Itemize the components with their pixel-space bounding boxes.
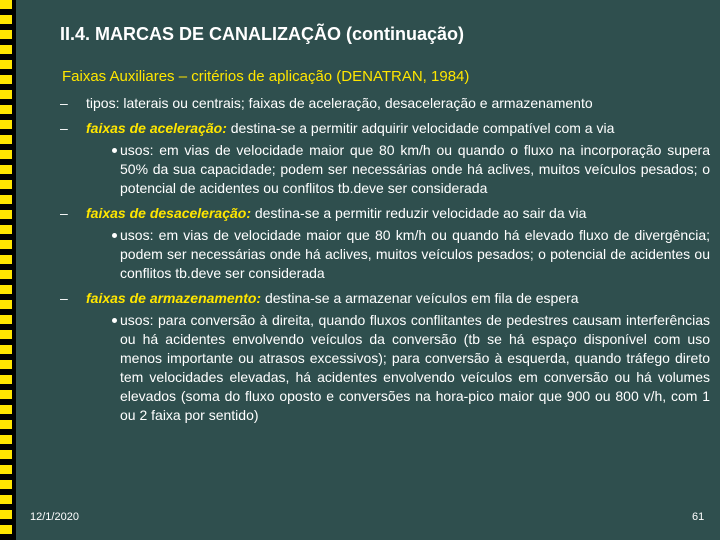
item-term: faixas de aceleração: [86, 120, 227, 136]
sub-item-text: usos: em vias de velocidade maior que 80 km/h ou quando o fluxo na incorporação supera 50% da sua capacidade; podem ser necessárias onde há aclives, muitos veículos pesados; o potencial de acidentes ou conflitos tb.deve ser considerada [120, 142, 710, 196]
dash-bullet-icon: – [60, 205, 68, 221]
slide-subtitle: Faixas Auxiliares – critérios de aplicação (DENATRAN, 1984) [62, 68, 470, 85]
item-term: faixas de desaceleração: [86, 205, 251, 221]
dot-bullet-icon [112, 148, 117, 153]
sub-item-text: usos: em vias de velocidade maior que 80 km/h ou quando há elevado fluxo de divergência; podem ser necessárias onde há aclives, muitos veículos pesados; o potencial de acidentes ou conflitos tb.deve ser considerada [120, 227, 710, 281]
dash-bullet-icon: – [60, 290, 68, 306]
dot-bullet-icon [112, 318, 117, 323]
page-number: 61 [692, 511, 705, 523]
item-text: destina-se a armazenar veículos em fila de espera [261, 290, 579, 306]
dash-bullet-icon: – [60, 95, 68, 111]
sub-item-usos [86, 141, 710, 198]
list-item-armazenamento [60, 289, 710, 425]
slide-title: II.4. MARCAS DE CANALIZAÇÃO (continuação) [60, 24, 465, 44]
item-text: tipos: laterais ou centrais; faixas de aceleração, desaceleração e armazenamento [86, 95, 593, 111]
item-term: faixas de armazenamento: [86, 290, 262, 306]
sub-item-text: usos: para conversão à direita, quando fluxos conflitantes de pedestres causam interferências ou há acidentes envolvendo veículos da conversão (tb se há espaço disponível com uso menos importante ou atrasos excessivos); para conversão à esquerda, quando tráfego direto tem velocidades elevadas, há acidentes envolvendo veículos em conversão ou há volumes elevados (soma do fluxo oposto e conversões na hora-pico maior que 900 ou 800 v/h, com 1 ou 2 faixa por sentido) [120, 312, 710, 423]
dot-bullet-icon [112, 233, 117, 238]
sub-item-usos [86, 311, 710, 425]
item-text: destina-se a permitir reduzir velocidade ao sair da via [251, 205, 587, 221]
list-item-desaceleracao [60, 204, 710, 283]
dash-bullet-icon: – [60, 120, 68, 136]
slide-content [60, 94, 710, 431]
list-item-tipos [60, 94, 710, 113]
item-text: destina-se a permitir adquirir velocidade compatível com a via [226, 120, 615, 136]
decorative-left-border [0, 0, 16, 540]
list-item-aceleracao [60, 119, 710, 198]
sub-item-usos [86, 226, 710, 283]
footer-date: 12/1/2020 [30, 511, 79, 523]
